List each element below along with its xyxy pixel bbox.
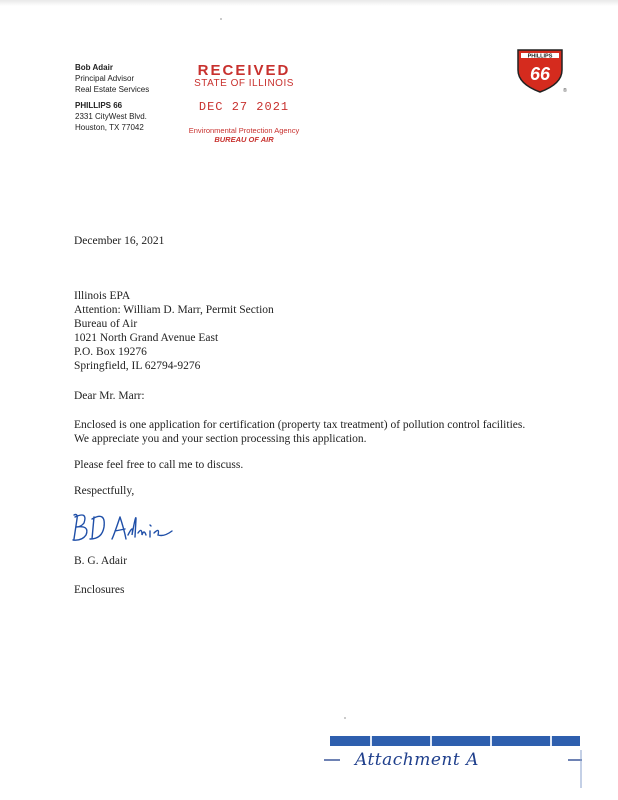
sender-street: 2331 CityWest Blvd.	[75, 112, 147, 121]
recipient-line: Bureau of Air	[74, 318, 138, 330]
sender-department: Real Estate Services	[75, 85, 150, 94]
scan-speck	[344, 717, 346, 719]
logo-brand: PHILLIPS	[527, 53, 553, 60]
body-line: We appreciate you and your section processing this application.	[74, 433, 367, 445]
sender-city: Houston, TX 77042	[75, 123, 144, 132]
recipient-line: Springfield, IL 62794-9276	[74, 360, 201, 372]
sender-company: PHILLIPS 66	[75, 101, 123, 110]
logo-number: 66	[529, 64, 551, 84]
letter-date: December 16, 2021	[74, 235, 165, 247]
recipient-line: 1021 North Grand Avenue East	[74, 332, 219, 344]
enclosures-note: Enclosures	[74, 584, 125, 596]
stamp-received: RECEIVED	[197, 62, 291, 79]
received-stamp	[178, 63, 310, 144]
sender-block	[75, 62, 149, 133]
recipient-address	[74, 289, 274, 373]
attachment-label: Attachment A	[355, 750, 479, 770]
scan-edge	[0, 0, 618, 6]
logo-trademark: ®	[563, 88, 567, 94]
sender-title: Principal Advisor	[75, 74, 135, 83]
stamp-bureau: BUREAU OF AIR	[214, 135, 274, 144]
body-paragraph-2: Please feel free to call me to discuss.	[74, 459, 244, 471]
body-line: Enclosed is one application for certification (property tax treatment) of pollution control facilities.	[74, 419, 526, 431]
phillips-66-logo	[512, 42, 568, 94]
signer-name: B. G. Adair	[74, 555, 128, 567]
stamp-agency: Environmental Protection Agency	[188, 126, 300, 135]
recipient-line: P.O. Box 19276	[74, 346, 147, 358]
recipient-line: Illinois EPA	[74, 290, 131, 302]
closing: Respectfully,	[74, 485, 135, 497]
stamp-state: STATE OF ILLINOIS	[194, 78, 294, 89]
attachment-tab-strip	[330, 736, 580, 746]
recipient-line: Attention: William D. Marr, Permit Section	[74, 304, 274, 316]
body-paragraph-1	[74, 418, 574, 446]
handwritten-signature	[68, 505, 183, 547]
sender-name: Bob Adair	[75, 63, 113, 72]
stamp-date: DEC 27 2021	[198, 100, 290, 114]
scan-speck	[220, 18, 222, 20]
salutation: Dear Mr. Marr:	[74, 390, 145, 402]
